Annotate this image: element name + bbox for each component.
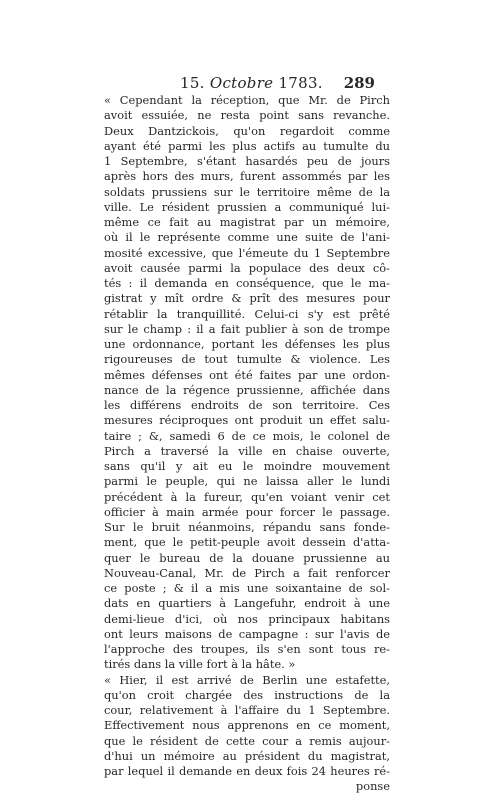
text-line: « Hier, il est arrivé de Berlin une estafette, — [104, 672, 390, 687]
text-line: demi-lieue d'ici, où nos principaux habitans — [104, 611, 390, 626]
text-line: après hors des murs, furent assommés par les — [104, 169, 390, 184]
running-head-year: 1783. — [278, 74, 323, 92]
text-line: 1 Septembre, s'étant hasardés peu de jours — [104, 154, 390, 168]
text-line: rétablir la tranquillité. Celui-ci s'y est prêté — [104, 306, 390, 321]
text-line: par lequel il demande en deux fois 24 heures ré- — [104, 764, 390, 778]
text-line: « Cependant la réception, que Mr. de Pirch — [104, 93, 390, 107]
text-line: rigoureuses de tout tumulte & violence. Les — [104, 352, 390, 367]
text-line: les différens endroits de son territoire. Ces — [104, 398, 390, 412]
text-line: précédent à la fureur, qu'en voiant venir cet — [104, 489, 390, 504]
text-line: gistrat y mît ordre & prît des mesures pour — [104, 291, 390, 306]
text-line: avoit essuiée, ne resta point sans revanche. — [104, 108, 390, 123]
body-text — [104, 93, 390, 795]
text-line: une ordonnance, portant les défenses les plus — [104, 337, 390, 351]
text-line: où il le représente comme une suite de l'ani- — [104, 230, 390, 245]
text-line: ayant été parmi les plus actifs au tumulte du — [104, 138, 390, 153]
text-line: avoit causée parmi la populace des deux cô- — [104, 260, 390, 275]
text-line: Effectivement nous apprenons en ce moment, — [104, 718, 390, 733]
running-head-day: 15. — [180, 74, 205, 92]
text-line: nance de la régence prussienne, affichée dans — [104, 382, 390, 397]
text-line: dats en quartiers à Langefuhr, endroit à une — [104, 596, 390, 611]
text-line: d'hui un mémoire au président du magistrat, — [104, 748, 390, 763]
running-head-month: Octobre — [209, 74, 274, 92]
text-line: ponse — [355, 779, 390, 794]
text-line: l'approche des troupes, ils s'en sont tous re- — [104, 642, 390, 656]
running-head-date — [180, 74, 323, 92]
text-line: même ce fait au magistrat par un mémoire, — [104, 215, 390, 229]
text-line: officier à main armée pour forcer le passage. — [104, 504, 390, 519]
text-line: que le résident de cette cour a remis aujour- — [104, 733, 390, 748]
text-line: ville. Le résident prussien a communiqué lui- — [104, 199, 390, 214]
text-line: soldats prussiens sur le territoire même de la — [104, 184, 390, 199]
text-line: Pirch a traversé la ville en chaise ouverte, — [104, 443, 390, 458]
text-line: tirés dans la ville fort à la hâte. » — [104, 657, 296, 672]
text-line: taire ; &, samedi 6 de ce mois, le colonel de — [104, 428, 390, 443]
text-line: mosité excessive, que l'émeute du 1 Septembre — [104, 245, 390, 260]
text-line: Deux Dantzickois, qu'on regardoit comme — [104, 123, 390, 138]
page-number: 289 — [343, 74, 375, 92]
text-line: Sur le bruit néanmoins, répandu sans fonde- — [104, 520, 390, 534]
text-line: sur le champ : il a fait publier à son de trompe — [104, 321, 390, 336]
text-line: ment, que le petit-peuple avoit dessein d'atta- — [104, 535, 390, 550]
text-line: cour, relativement à l'affaire du 1 Septembre. — [104, 703, 390, 717]
text-line: qu'on croit chargée des instructions de la — [104, 687, 390, 702]
text-line: tés : il demanda en conséquence, que le ma- — [104, 276, 390, 290]
text-line: ce poste ; & il a mis une soixantaine de sol- — [104, 581, 390, 595]
text-line: sans qu'il y ait eu le moindre mouvement — [104, 459, 390, 473]
text-line: mêmes défenses ont été faites par une ordon- — [104, 367, 390, 382]
text-line: Nouveau-Canal, Mr. de Pirch a fait renforcer — [104, 565, 390, 580]
text-line: ont leurs maisons de campagne : sur l'avis de — [104, 626, 390, 641]
text-line: mesures réciproques ont produit un effet salu- — [104, 413, 390, 428]
text-line: quer le bureau de la douane prussienne au — [104, 550, 390, 565]
text-line: parmi le peuple, qui ne laissa aller le lundi — [104, 474, 390, 489]
